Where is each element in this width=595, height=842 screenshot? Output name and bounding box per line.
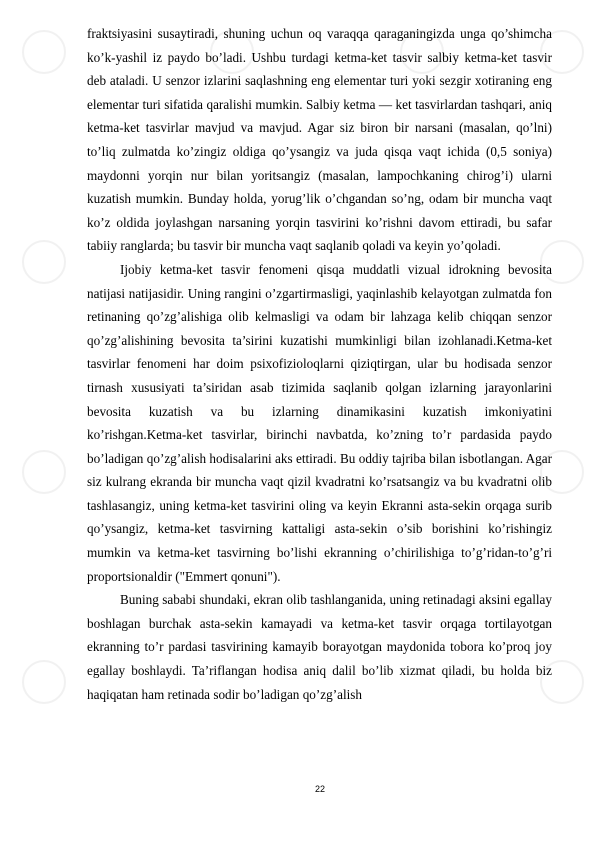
paragraph-2: Ijobiy ketma-ket tasvir fenomeni qisqa muddatli vizual idrokning bevosita natijasi natijasidir. Uning rangini o’zgartirmasligi, yaqinlashib kelayotgan zulmatda fon retinaning qo’zg’alishiga olib kelmasligi va odam bir lahzaga kelib chiqqan senzor qo’zg’alishining bevosita ta’sirini kuzatishi mumkinligi bilan izohlanadi.Ketma-ket tasvirlar fenomeni har doim psixofizioloqlarni qiziqtirgan, ular bu hodisada senzor tirnash xususiyati ta’siridan asab tizimida saqlanib qolgan izlarning jarayonlarini bevosita kuzatish va bu izlarning dinamikasini kuzatish imkoniyatini ko’rishgan.Ketma-ket tasvirlar, birinchi navbatda, ko’zning to’r pardasida paydo bo’ladigan qo’zg’alish hodisalarini aks ettiradi. Bu oddiy tajriba bilan isbotlangan. Agar siz kulrang ekranda bir muncha vaqt qizil kvadratni ko’rsatsangiz va bu kvadratni olib tashlasangiz, uning ketma-ket tasvirini oling va keyin Ekranni asta-sekin orqaga surib qo’ysangiz, ketma-ket tasvirning kattaligi asta-sekin o’sib borishini ko’rishingiz mumkin va ketma-ket tasvirning bo’lishi ekranning o’chirilishiga to’g’ridan-to’g’ri proportsionaldir ("Emmert qonuni").: [87, 261, 552, 584]
paragraph-1: fraktsiyasini susaytiradi, shuning uchun oq varaqqa qaraganingizda unga qo’shimcha ko’k-yashil iz paydo bo’ladi. Ushbu turdagi ketma-ket tasvir salbiy ketma-ket tasvir deb ataladi. U senzor izlarini saqlashning eng elementar turi yoki sezgir xotiraning eng elementar turi sifatida qaralishi mumkin. Salbiy ketma — ket tasvirlardan tashqari, aniq ketma-ket tasvirlar mavjud va mavjud. Agar siz biron bir narsani (masalan, qo’lni) to’liq zulmatda ko’zingiz oldiga qo’ysangiz va juda qisqa vaqt ichida (0,5 soniya) maydonni yorqin nur bilan yoritsangiz (masalan, lampochkaning chirog’i) ularni kuzatish mumkin. Bunday holda, yorug’lik o’chgandan so’ng, odam bir muncha vaqt ko’z oldida joylashgan narsaning yorqin tasvirini ko’rishni davom ettiradi, bu safar tabiiy ranglarda; bu tasvir bir muncha vaqt saqlanib qoladi va keyin yo’qoladi.: [87, 26, 552, 254]
page-number: 22: [314, 784, 325, 794]
paragraph-3: Buning sababi shundaki, ekran olib tashlanganida, uning retinadagi aksini egallay boshlagan burchak asta-sekin kamayadi va ketma-ket tasvir orqaga tortilayotgan ekranning to’r pardasi tasvirining kamayib borayotgan maydonida tobora ko’proq joy egallay boshlaydi. Ta’riflangan hodisa aniq dalil bo’lib xizmat qiladi, bu holda biz haqiqatan ham retinada sodir bo’ladigan qo’zg’alish: [87, 592, 552, 702]
body-text: [87, 22, 552, 706]
